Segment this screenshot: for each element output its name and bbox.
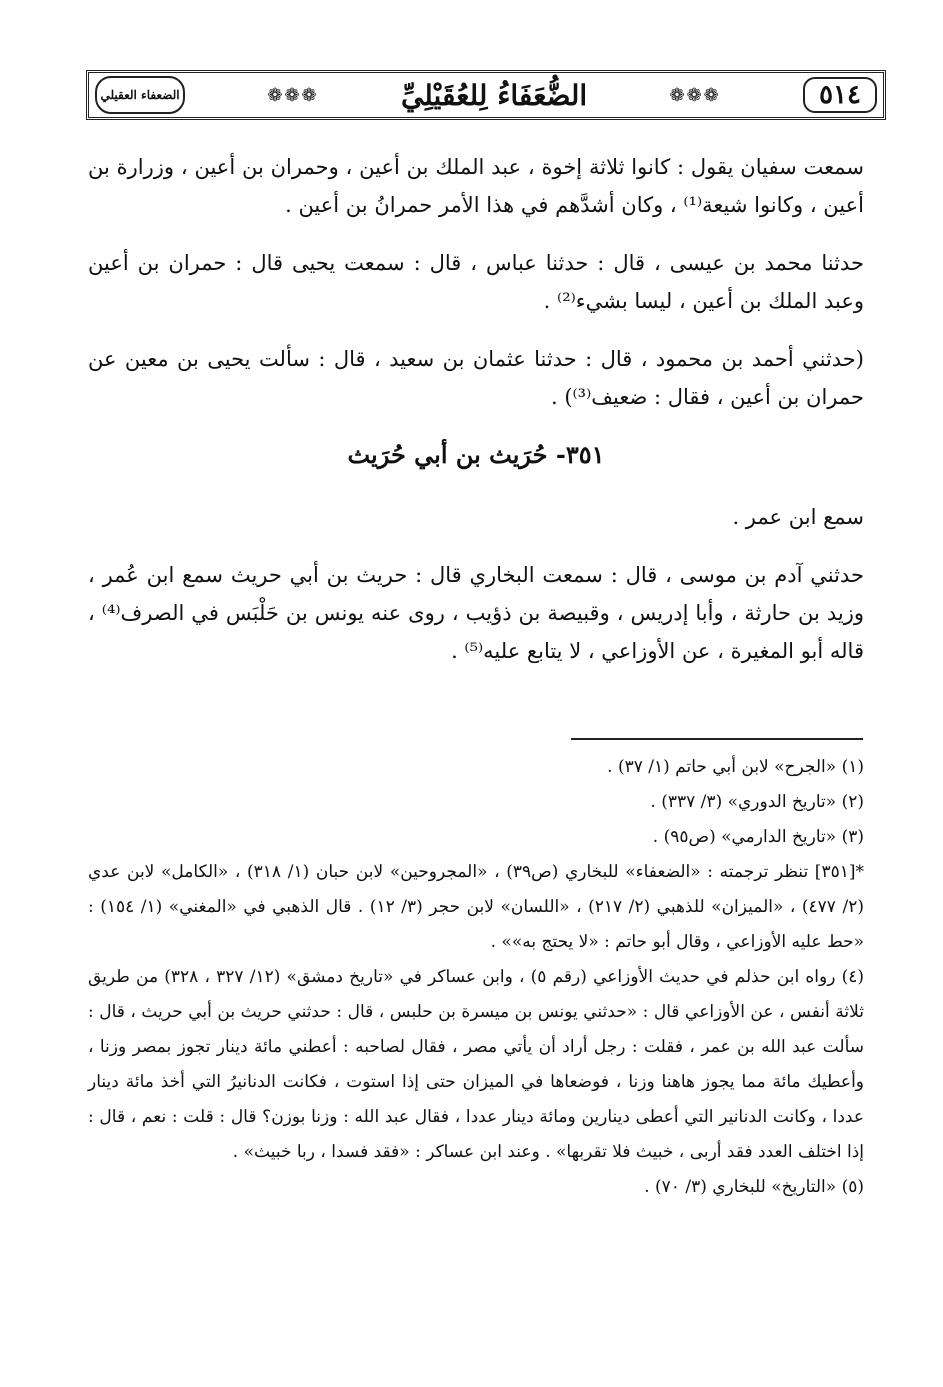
- footnote-entry: *[٣٥١] تنظر ترجمته : «الضعفاء» للبخاري (ص٣٩) ، «المجروحين» لابن حبان (١/ ٣١٨) ، «الكامل» لابن عدي (٢/ ٤٧٧) ، «الميزان» للذهبي (٢/ ٢١٧) ، «اللسان» لابن حجر (٣/ ١٢) . قال الذهبي في «المغني» (١/ ١٥٤) : «حط عليه الأوزاعي ، وقال أبو حاتم : «لا يحتج به»» .: [88, 862, 864, 952]
- page-header: [86, 70, 886, 120]
- paragraph-1: سمعت سفيان يقول : كانوا ثلاثة إخوة ، عبد الملك بن أعين ، وحمران بن أعين ، وزرارة بن أعين ، وكانوا شيعة⁽¹⁾ ، وكان أشدَّهم في هذا الأمر حمرانُ بن أعين .: [88, 155, 864, 217]
- main-text: [88, 148, 864, 690]
- page-number: ٥١٤: [803, 77, 877, 113]
- footnote-5: (٥) «التاريخ» للبخاري (٣/ ٧٠) .: [644, 1177, 864, 1197]
- paragraph-4: سمع ابن عمر .: [732, 505, 864, 529]
- paragraph-5: حدثني آدم بن موسى ، قال : سمعت البخاري قال : حريث بن أبي حريث سمع ابن عُمر ، وزيد بن حارثة ، وأبا إدريس ، وقبيصة بن ذؤيب ، روى عنه يونس بن حَلْبَس في الصرف⁽⁴⁾ ، قاله أبو المغيرة ، عن الأوزاعي ، لا يتابع عليه⁽⁵⁾ .: [88, 563, 864, 663]
- footnotes: [88, 750, 864, 1205]
- emblem-logo: الضعفاء العقيلي: [95, 76, 185, 114]
- footnote-3: (٣) «تاريخ الدارمي» (ص٩٥) .: [652, 827, 864, 847]
- paragraph-3: (حدثني أحمد بن محمود ، قال : حدثنا عثمان بن سعيد ، قال : سألت يحيى بن معين عن حمران بن أعين ، فقال : ضعيف⁽³⁾) .: [88, 347, 864, 409]
- ornament-right: ❁❁❁: [669, 84, 721, 106]
- ornament-left: ❁❁❁: [267, 84, 319, 106]
- footnote-divider: [571, 738, 863, 740]
- footnote-1: (١) «الجرح» لابن أبي حاتم (١/ ٣٧) .: [607, 757, 864, 777]
- footnote-4: (٤) رواه ابن حذلم في حديث الأوزاعي (رقم ٥) ، وابن عساكر في «تاريخ دمشق» (١٢/ ٣٢٧ ، ٣٢٨) من طريق ثلاثة أنفس ، عن الأوزاعي قال : «حدثني يونس بن ميسرة بن حلبس ، قال : حدثني حريث بن أبي حريث ، قال : سألت عبد الله بن عمر ، فقلت : رجل أراد أن يأتي مصر ، فقال لصاحبه : أعطني مائة دينار تجوز بمصر وزنا ، وأعطيك مائة مما يجوز هاهنا وزنا ، فوضعاها في الميزان حتى إذا استوت ، فكانت الدنانيرُ التي أخذ مائة دينار عددا ، وكانت الدنانير التي أعطى دينارين ومائة دينار عددا ، فقال عبد الله : وزنا بوزن؟ قال : قلت : نعم ، قال : إذا اختلف العدد فقد أربى ، خبيث فلا تقربها» . وعند ابن عساكر : «فقد فسدا ، ربا خبيث» .: [88, 967, 865, 1162]
- entry-title: ٣٥١- حُرَيث بن أبي حُرَيث: [347, 440, 605, 469]
- footnote-2: (٢) «تاريخ الدوري» (٣/ ٣٣٧) .: [650, 792, 864, 812]
- paragraph-2: حدثنا محمد بن عيسى ، قال : حدثنا عباس ، قال : سمعت يحيى قال : حمران بن أعين وعبد الملك بن أعين ، ليسا بشيء⁽²⁾ .: [88, 251, 864, 313]
- book-title: الضُّعَفَاءُ لِلعُقَيْلِيِّ: [400, 78, 588, 112]
